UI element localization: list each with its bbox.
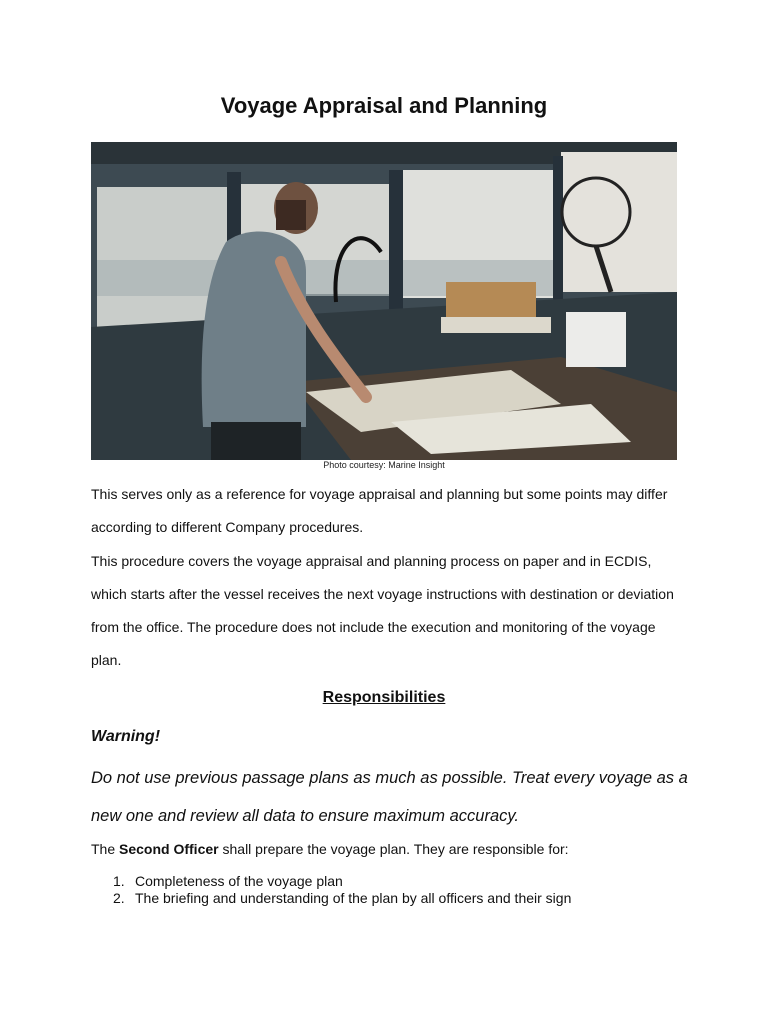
- scope-paragraph: This procedure covers the voyage appraisal and planning process on paper and in ECDIS, which starts after the vessel receives the next voyage instructions with destination or deviation from the office. The procedure does not include the execution and monitoring of the voyage plan.: [91, 553, 674, 668]
- list-item-text: The briefing and understanding of the plan by all officers and their sign: [135, 890, 572, 906]
- section-heading: Responsibilities: [322, 689, 446, 706]
- list-item: [113, 873, 571, 890]
- list-item-number: 1.: [113, 873, 125, 889]
- warning-text: Do not use previous passage plans as much as possible. Treat every voyage as a new one and review all data to ensure maximum accuracy.: [91, 769, 688, 825]
- document-title: Voyage Appraisal and Planning: [220, 93, 548, 118]
- intro-paragraph: This serves only as a reference for voyage appraisal and planning but some points may differ according to different Company procedures.: [91, 486, 668, 535]
- list-item: [113, 890, 571, 907]
- second-officer-sentence: [91, 841, 569, 857]
- bridge-photo: [91, 142, 677, 460]
- responsibilities-list: [113, 873, 571, 907]
- list-item-number: 2.: [113, 890, 125, 906]
- photo-caption: Photo courtesy: Marine Insight: [323, 460, 445, 470]
- list-item-text: Completeness of the voyage plan: [135, 873, 343, 889]
- second-officer-prefix: The: [91, 841, 120, 857]
- second-officer-suffix: shall prepare the voyage plan. They are responsible for:: [218, 841, 569, 857]
- warning-title: Warning!: [91, 728, 161, 745]
- second-officer-role: Second Officer: [119, 841, 219, 857]
